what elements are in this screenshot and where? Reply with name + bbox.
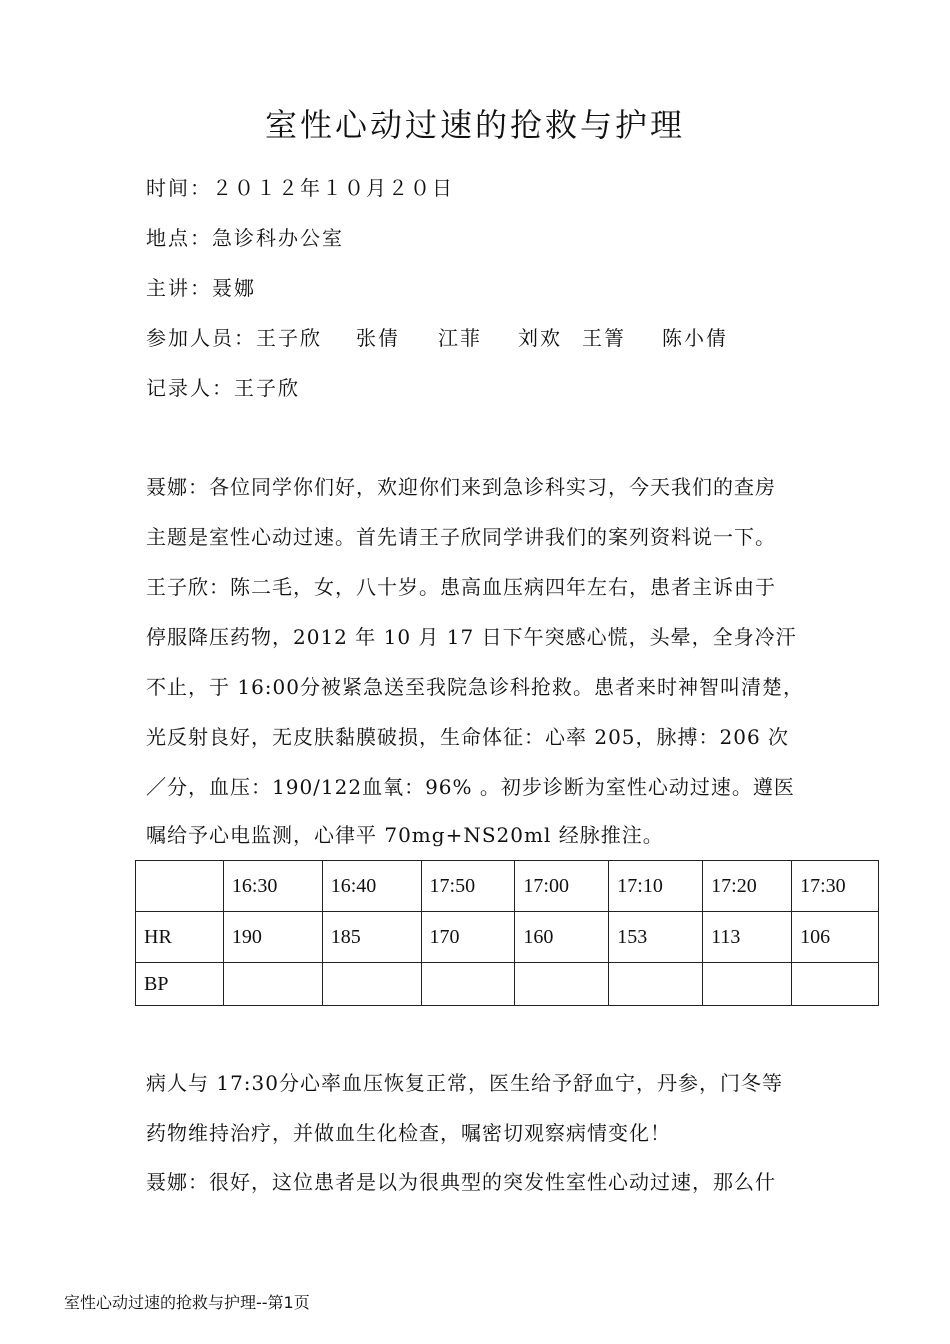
time-header: 17:10 (609, 861, 703, 912)
body-line: 聂娜：很好，这位患者是以为很典型的突发性室性心动过速，那么什 (146, 1170, 776, 1194)
meta-time: 时间：２０１２年１０月２０日 (146, 176, 454, 200)
body-line: 不止，于 16:00分被紧急送至我院急诊科抢救。患者来时神智叫清楚， (146, 675, 804, 699)
participants-label: 参加人员： (146, 326, 256, 350)
row-label: BP (136, 963, 224, 1006)
body-line: 主题是室性心动过速。首先请王子欣同学讲我们的案列资料说一下。 (146, 525, 776, 549)
body-line: 药物维持治疗，并做血生化检查，嘱密切观察病情变化！ (146, 1121, 671, 1145)
table-header-row (136, 861, 879, 912)
table-cell: 160 (515, 912, 609, 963)
table-cell: 185 (322, 912, 421, 963)
table-cell (322, 963, 421, 1006)
body-line: 光反射良好，无皮肤黏膜破损，生命体征：心率 205，脉搏：206 次 (146, 725, 790, 749)
participant: 刘欢 (518, 326, 562, 350)
time-header: 17:50 (421, 861, 515, 912)
time-header: 17:30 (792, 861, 879, 912)
body-line: 王子欣：陈二毛，女，八十岁。患高血压病四年左右，患者主诉由于 (146, 575, 776, 599)
participant: 张倩 (356, 326, 400, 350)
time-header: 17:00 (515, 861, 609, 912)
participant: 王箐 (582, 326, 626, 350)
table-cell (703, 963, 792, 1006)
table-row (136, 912, 879, 963)
row-label: HR (136, 912, 224, 963)
table-row (136, 963, 879, 1006)
page-title: 室性心动过速的抢救与护理 (264, 106, 685, 144)
page-footer: 室性心动过速的抢救与护理--第1页 (64, 1293, 310, 1312)
time-header: 16:30 (223, 861, 322, 912)
time-header: 16:40 (322, 861, 421, 912)
table-corner-cell (136, 861, 224, 912)
table-cell: 113 (703, 912, 792, 963)
table-cell (421, 963, 515, 1006)
body-line: 聂娜：各位同学你们好，欢迎你们来到急诊科实习，今天我们的查房 (146, 475, 776, 499)
table-cell: 190 (223, 912, 322, 963)
meta-recorder: 记录人：王子欣 (146, 376, 300, 400)
participant: 王子欣 (256, 326, 322, 350)
meta-speaker: 主讲：聂娜 (146, 276, 256, 300)
vitals-table (135, 860, 879, 1006)
table-cell (223, 963, 322, 1006)
body-line: ／分，血压：190/122血氧：96% 。初步诊断为室性心动过速。遵医 (146, 775, 795, 799)
table-cell: 106 (792, 912, 879, 963)
table-cell: 170 (421, 912, 515, 963)
table-cell (515, 963, 609, 1006)
participant: 陈小倩 (662, 326, 728, 350)
participant: 江菲 (438, 326, 482, 350)
body-line: 停服降压药物，2012 年 10 月 17 日下午突感心慌，头晕，全身冷汗 (146, 625, 797, 649)
table-cell: 153 (609, 912, 703, 963)
table-cell (609, 963, 703, 1006)
meta-place: 地点：急诊科办公室 (146, 226, 344, 250)
body-line: 病人与 17:30分心率血压恢复正常，医生给予舒血宁，丹参，门冬等 (146, 1071, 783, 1095)
meta-participants (146, 322, 728, 351)
body-line: 嘱给予心电监测，心律平 70mg+NS20ml 经脉推注。 (146, 823, 664, 847)
table-cell (792, 963, 879, 1006)
time-header: 17:20 (703, 861, 792, 912)
